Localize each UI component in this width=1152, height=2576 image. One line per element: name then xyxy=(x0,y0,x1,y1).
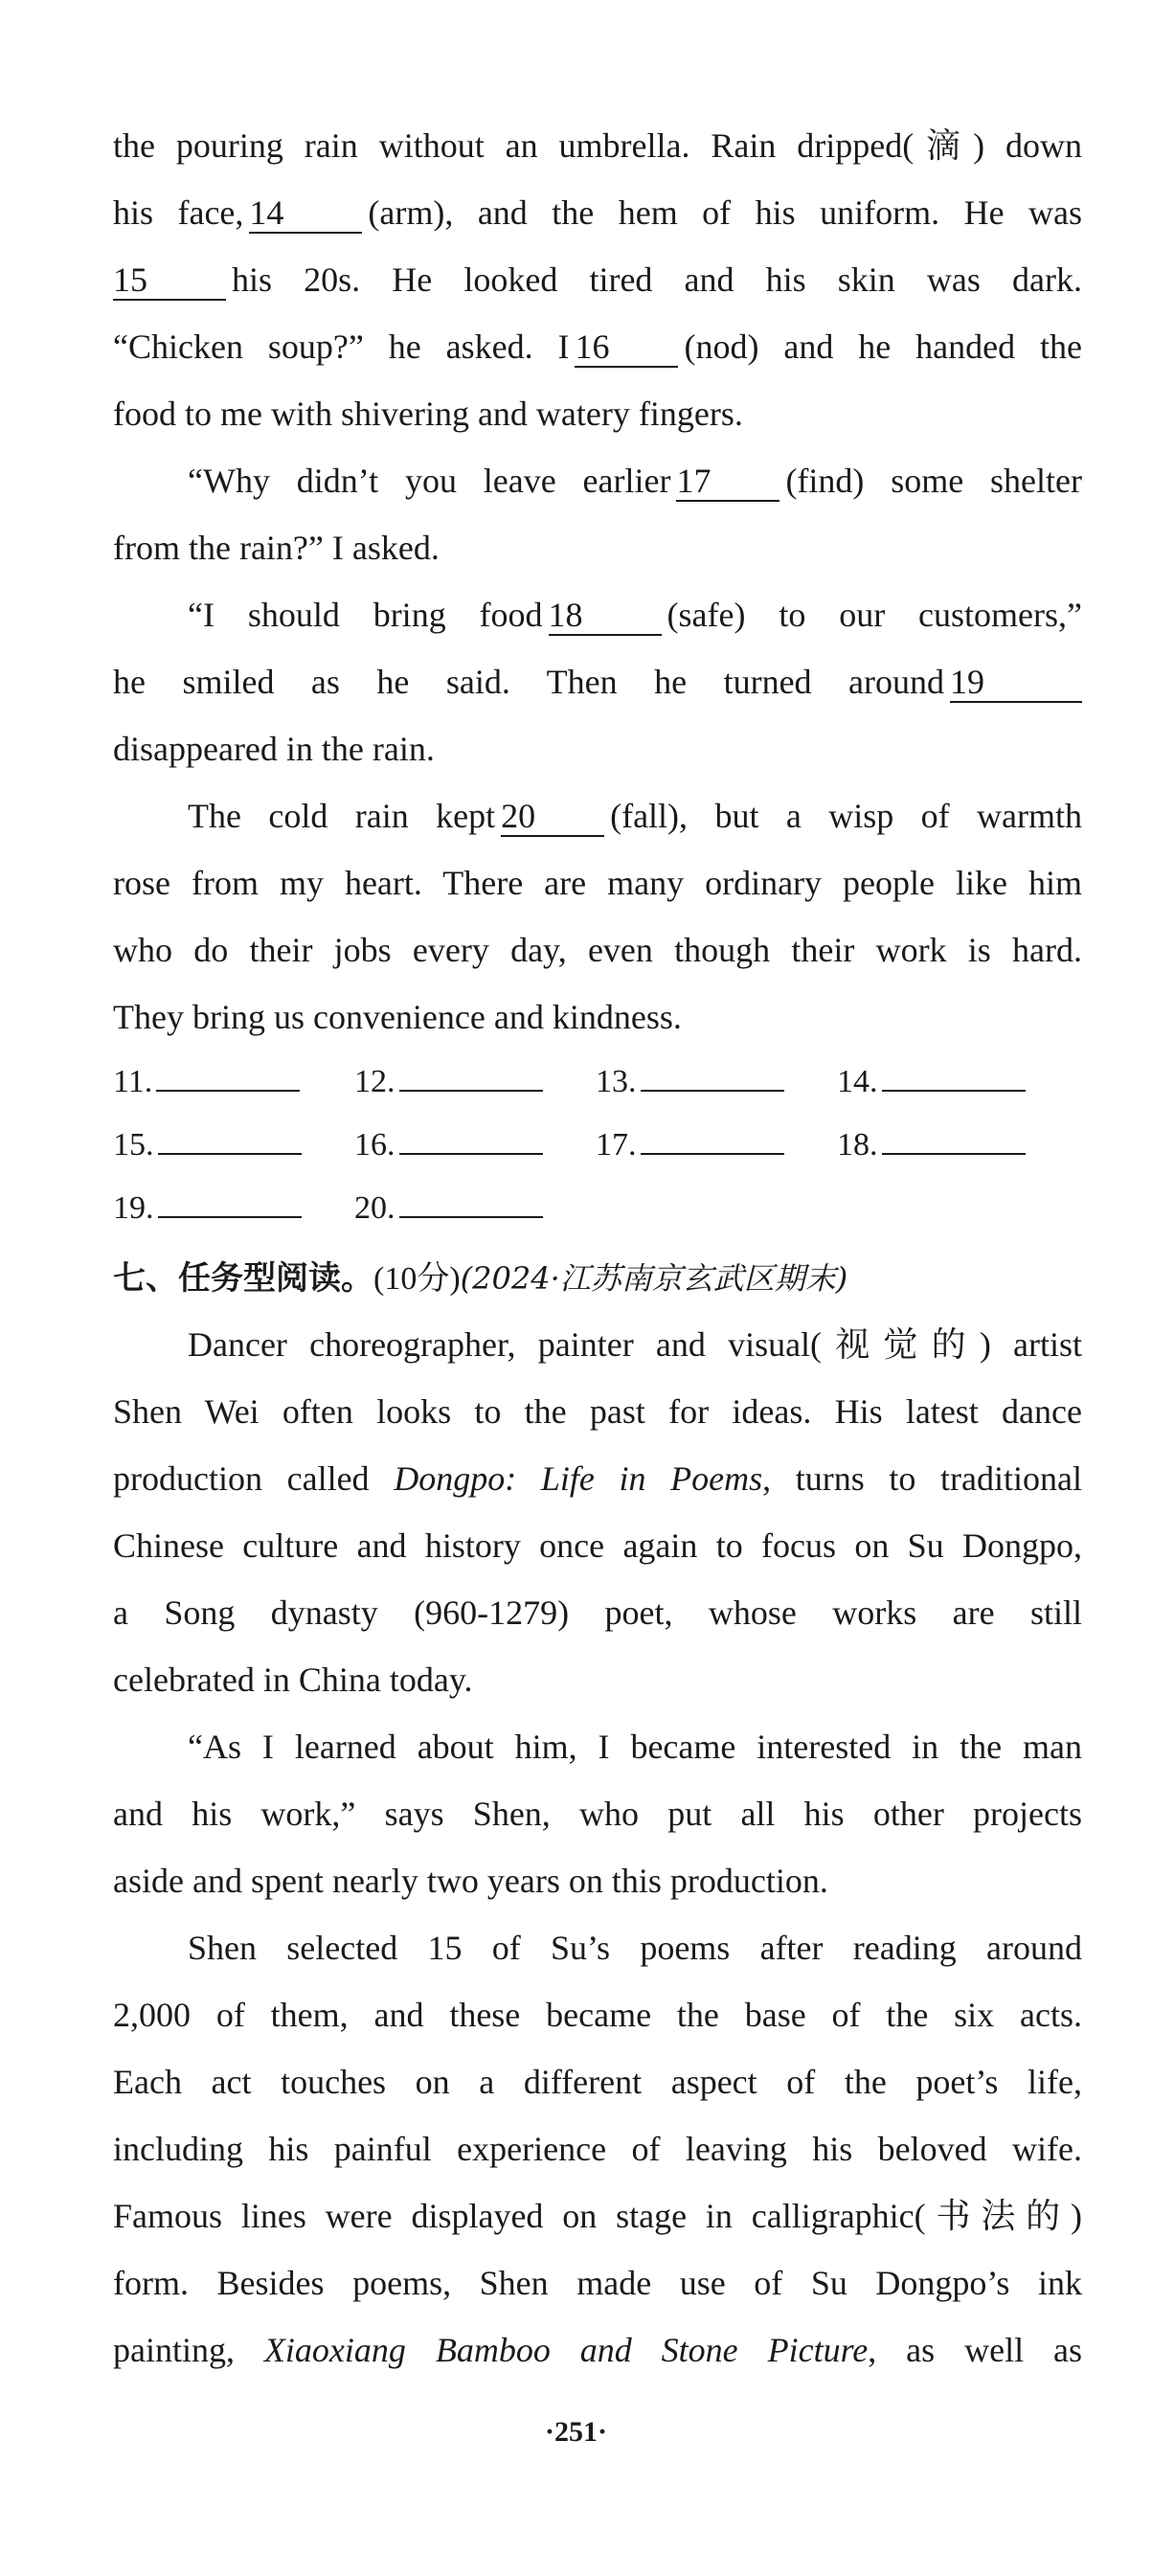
passage-line: Chinese culture and history once again to focus on Su Dongpo, xyxy=(113,1526,1082,1565)
passage-line: production called Dongpo: Life in Poems, turns to traditional xyxy=(113,1459,1083,1498)
page-number: ·251· xyxy=(544,2416,607,2448)
answer-16[interactable]: 16. xyxy=(354,1122,543,1168)
passage-line: celebrated in China today. xyxy=(113,1661,473,1699)
answer-20[interactable]: 20. xyxy=(354,1186,543,1232)
passage-line: Dancer choreographer, painter and visual(视觉的) artist xyxy=(188,1325,1082,1364)
passage-line: he smiled as he said. Then he turned around 19 xyxy=(113,659,1082,705)
section-points: (10分) xyxy=(373,1261,461,1297)
blank-17: 17 xyxy=(676,462,779,502)
passage-line: “Chicken soup?” he asked. I 16 (nod) and he handed the xyxy=(113,328,1082,366)
section-heading xyxy=(113,1255,847,1302)
passage-line: Famous lines were displayed on stage in calligraphic(书法的) xyxy=(113,2197,1082,2235)
answer-19[interactable]: 19. xyxy=(113,1186,302,1232)
passage-line: the pouring rain without an umbrella. Rain dripped(滴) down xyxy=(113,126,1082,165)
passage-line: rose from my heart. There are many ordinary people like him xyxy=(113,864,1082,902)
passage-line: his face, 14 (arm), and the hem of his uniform. He was xyxy=(113,193,1082,232)
passage-line: a Song dynasty (960-1279) poet, whose works are still xyxy=(113,1593,1082,1632)
passage-line: food to me with shivering and watery fingers. xyxy=(113,395,743,433)
blank-20: 20 xyxy=(501,797,604,837)
blank-14: 14 xyxy=(249,193,362,234)
passage-line: “As I learned about him, I became interested in the man xyxy=(188,1728,1082,1766)
blank-18: 18 xyxy=(549,596,662,636)
passage-line: painting, Xiaoxiang Bamboo and Stone Picture, as well as xyxy=(113,2331,1082,2369)
answer-11[interactable]: 11. xyxy=(113,1059,300,1105)
passage-line: including his painful experience of leaving his beloved wife. xyxy=(113,2130,1082,2168)
section-title: 七、任务型阅读。 xyxy=(113,1259,373,1298)
answer-18[interactable]: 18. xyxy=(837,1122,1026,1168)
answer-15[interactable]: 15. xyxy=(113,1122,302,1168)
blank-19: 19 xyxy=(950,663,1082,703)
answer-12[interactable]: 12. xyxy=(354,1059,543,1105)
passage-line: from the rain?” I asked. xyxy=(113,529,440,567)
passage-line: who do their jobs every day, even though their work is hard. xyxy=(113,931,1082,969)
passage-line: disappeared in the rain. xyxy=(113,730,435,768)
passage-line: The cold rain kept 20 (fall), but a wisp of warmth xyxy=(188,797,1082,835)
passage-line: 2,000 of them, and these became the base of the six acts. xyxy=(113,1996,1082,2034)
production-title: Dongpo: Life in Poems xyxy=(394,1459,763,1498)
blank-15: 15 xyxy=(113,260,226,301)
passage-line: “Why didn’t you leave earlier 17 (find) some shelter xyxy=(188,462,1082,500)
passage-line: form. Besides poems, Shen made use of Su Dongpo’s ink xyxy=(113,2264,1082,2302)
passage-line: Shen selected 15 of Su’s poems after reading around xyxy=(188,1929,1082,1967)
passage-line: Each act touches on a different aspect of the poet’s life, xyxy=(113,2063,1082,2101)
passage-line: “I should bring food 18 (safe) to our customers,” xyxy=(188,596,1082,634)
answer-13[interactable]: 13. xyxy=(596,1059,784,1105)
passage-line: 15 his 20s. He looked tired and his skin was dark. xyxy=(113,260,1082,299)
passage-line: They bring us convenience and kindness. xyxy=(113,998,682,1036)
painting-title: Xiaoxiang Bamboo and Stone Picture xyxy=(263,2331,869,2369)
passage-line: and his work,” says Shen, who put all his other projects xyxy=(113,1795,1082,1833)
blank-16: 16 xyxy=(575,328,678,368)
answer-17[interactable]: 17. xyxy=(596,1122,784,1168)
passage-line: aside and spent nearly two years on this production. xyxy=(113,1862,828,1900)
answer-14[interactable]: 14. xyxy=(837,1059,1026,1105)
section-source: (2024·江苏南京玄武区期末) xyxy=(460,1260,848,1297)
passage-line: Shen Wei often looks to the past for ideas. His latest dance xyxy=(113,1392,1082,1431)
